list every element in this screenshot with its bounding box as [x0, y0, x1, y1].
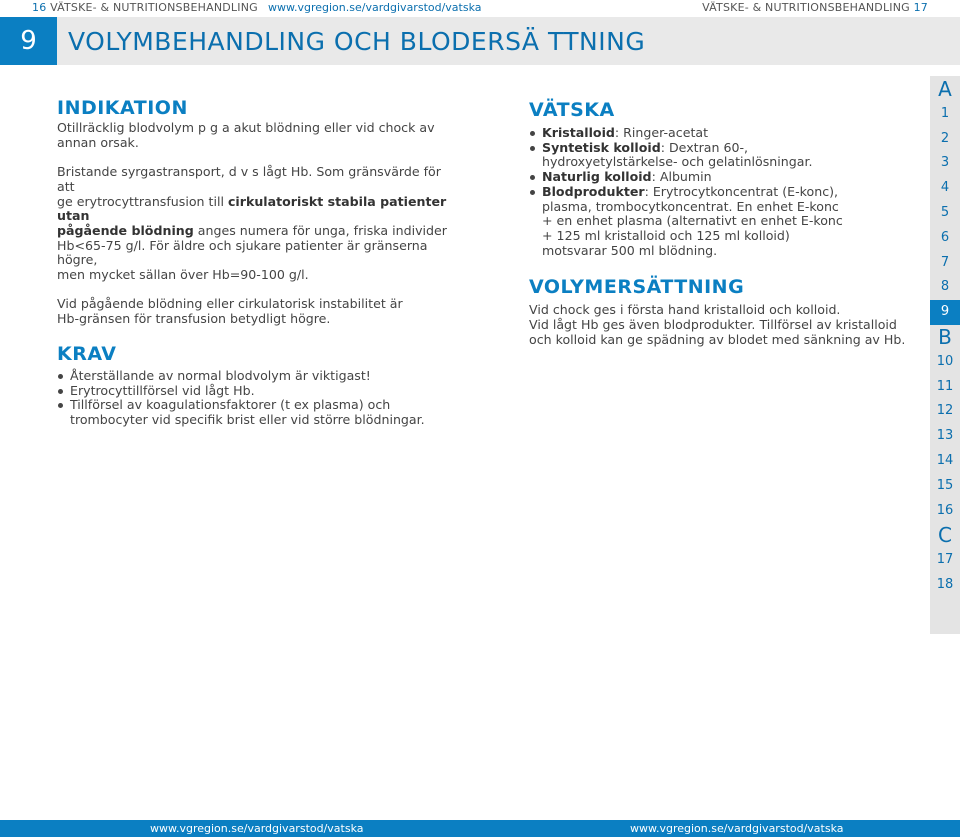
- tab-12[interactable]: 12: [936, 403, 954, 419]
- text-line: Bristande syrgastransport, d v s lågt Hb. Som gränsvärde för att: [57, 164, 441, 194]
- left-page-number: 16: [32, 1, 47, 14]
- vatska-list: [529, 126, 924, 258]
- text-line: annan orsak.: [57, 134, 139, 150]
- tab-2[interactable]: 2: [940, 130, 950, 146]
- text-line: och kolloid kan ge spädning av blodet med sänkning av Hb.: [529, 331, 906, 347]
- list-item: Erytrocyttillförsel vid lågt Hb.: [57, 384, 452, 399]
- list-item: [529, 185, 924, 259]
- text-line: plasma, trombocytkoncentrat. En enhet E-konc: [542, 198, 839, 214]
- bold-term: Naturlig kolloid: [542, 169, 652, 185]
- tab-c[interactable]: C: [938, 523, 952, 548]
- text-line: motsvarar 500 ml blödning.: [542, 242, 718, 258]
- volymersattning-heading: VOLYMERSÄTTNING: [529, 276, 745, 299]
- text-line: ge erytrocyttransfusion till: [57, 193, 228, 209]
- text-line: : Erytrocytkoncentrat (E-konc),: [644, 183, 839, 199]
- text-line: hydroxyetylstärkelse- och gelatinlösningar.: [542, 154, 813, 170]
- bold-term: Kristalloid: [542, 125, 615, 140]
- list-item: [529, 126, 924, 141]
- tab-5[interactable]: 5: [940, 205, 950, 220]
- text-line: : Dextran 60-,: [660, 139, 749, 155]
- tab-8[interactable]: 8: [940, 279, 950, 295]
- text-line: Otillräcklig blodvolym p g a akut blödning eller vid chock av: [57, 120, 435, 135]
- text-line: + en enhet plasma (alternativt en enhet E-konc: [542, 213, 843, 229]
- tab-9[interactable]: 9: [930, 300, 960, 325]
- tab-14[interactable]: 14: [936, 453, 954, 468]
- left-running-head: [32, 0, 258, 16]
- tab-a[interactable]: A: [938, 77, 952, 101]
- text-line: Tillförsel av koagulationsfaktorer (t ex plasma) och: [70, 397, 391, 413]
- text-line: : Albumin: [651, 169, 712, 185]
- tab-17[interactable]: 17: [936, 552, 954, 568]
- list-item: [529, 170, 924, 185]
- krav-heading: KRAV: [57, 342, 117, 365]
- chapter-title-bar: [0, 17, 960, 65]
- text-line: Vid pågående blödning eller cirkulatorisk instabilitet är: [57, 296, 403, 312]
- chapter-index-tabs: [930, 76, 960, 634]
- tab-16[interactable]: 16: [936, 502, 954, 518]
- krav-list: [57, 369, 452, 428]
- indikation-paragraph-3: [57, 297, 452, 326]
- chapter-title: VOLYMBEHANDLING OCH BLODERSÄ TTNING: [68, 27, 646, 56]
- tab-7[interactable]: 7: [940, 254, 950, 270]
- list-item: [529, 141, 924, 170]
- footer-bar: [0, 820, 960, 837]
- right-running-title: VÄTSKE- & NUTRITIONSBEHANDLING: [702, 1, 910, 14]
- list-item: Återställande av normal blodvolym är viktigast!: [57, 369, 452, 384]
- text-line: : Ringer-acetat: [614, 125, 709, 140]
- bold-term: Blodprodukter: [542, 183, 645, 199]
- tab-13[interactable]: 13: [936, 428, 954, 444]
- text-line: Hb<65-75 g/l. För äldre och sjukare patienter är gränserna högre,: [57, 237, 428, 268]
- tab-b[interactable]: B: [938, 325, 952, 349]
- right-column: [529, 99, 924, 347]
- volymersattning-paragraph: [529, 303, 924, 347]
- text-line: Hb-gränsen för transfusion betydligt högre.: [57, 311, 331, 327]
- tab-4[interactable]: 4: [940, 180, 950, 196]
- tab-6[interactable]: 6: [940, 229, 950, 245]
- indikation-paragraph-1: [57, 121, 452, 150]
- bold-term: pågående blödning: [57, 222, 194, 238]
- text-line: anges numera för unga, friska individer: [193, 222, 447, 238]
- indikation-heading: INDIKATION: [57, 97, 188, 119]
- footer-right-url-link[interactable]: www.vgregion.se/vardgivarstod/vatska: [630, 822, 844, 835]
- left-column: [57, 97, 452, 428]
- list-item: [57, 398, 452, 427]
- tab-1[interactable]: 1: [940, 105, 950, 121]
- left-running-title: VÄTSKE- & NUTRITIONSBEHANDLING: [50, 1, 258, 14]
- vatska-heading: VÄTSKA: [529, 99, 615, 121]
- tab-11[interactable]: 11: [936, 378, 954, 394]
- text-line: Vid chock ges i första hand kristalloid och kolloid.: [529, 302, 841, 318]
- text-line: men mycket sällan över Hb=90-100 g/l.: [57, 267, 309, 283]
- chapter-number: 9: [0, 17, 57, 65]
- tab-18[interactable]: 18: [936, 577, 954, 592]
- right-page-number: 17: [913, 1, 928, 14]
- running-header: [0, 0, 960, 16]
- tab-3[interactable]: 3: [940, 155, 950, 171]
- text-line: + 125 ml kristalloid och 125 ml kolloid): [542, 227, 790, 243]
- text-line: Vid lågt Hb ges även blodprodukter. Tillförsel av kristalloid: [529, 317, 897, 333]
- text-line: trombocyter vid specifik brist eller vid större blödningar.: [70, 411, 425, 427]
- tab-15[interactable]: 15: [936, 477, 954, 493]
- bold-term: Syntetisk kolloid: [542, 139, 661, 155]
- header-url-link[interactable]: www.vgregion.se/vardgivarstod/vatska: [268, 1, 482, 14]
- right-running-head: [702, 0, 928, 16]
- footer-left-url-link[interactable]: www.vgregion.se/vardgivarstod/vatska: [150, 822, 364, 835]
- bold-term: cirkulatoriskt stabila patienter utan: [57, 193, 447, 224]
- indikation-paragraph-2: [57, 165, 452, 283]
- tab-10[interactable]: 10: [936, 353, 954, 369]
